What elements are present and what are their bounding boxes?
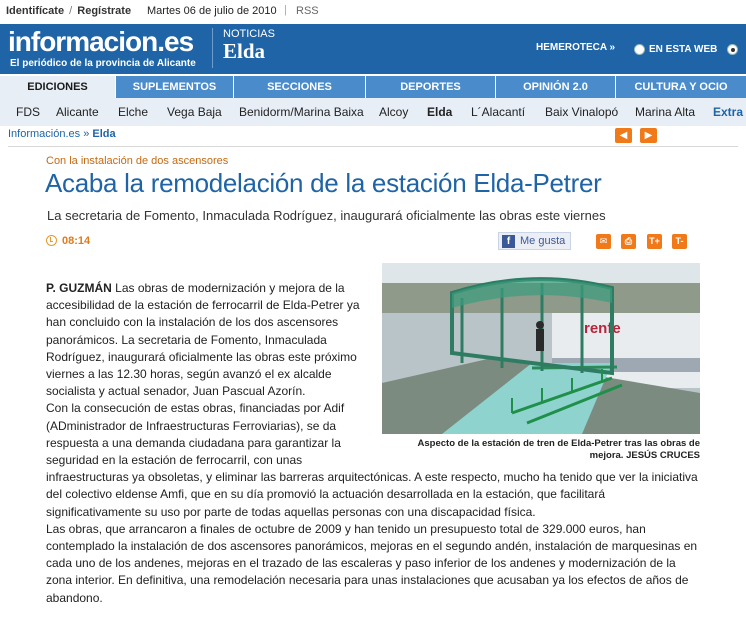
renfe-train-logo: renfe (584, 320, 621, 337)
hemeroteca-link[interactable]: HEMEROTECA » (536, 42, 616, 53)
paragraph-1-text: Las obras de modernización y mejora de la accesibilidad de la estación de ferrocarril de Elda-Petrer ya han concluido con la instalación de los dos ascensores panorámicos. La secretaria de Fomento, Inmaculada Rodríguez, inaugurará oficialmente las obras este próximo viernes a las 12.30 horas, según avanzó el ex alcalde socialista y actual senador, Juan Pascual Azorín. (46, 281, 360, 399)
rss-link[interactable]: RSS (296, 5, 319, 17)
photo-spacer (370, 280, 700, 465)
top-strip (0, 0, 746, 24)
article-meta-row (46, 232, 691, 252)
font-increase-button[interactable]: T+ (647, 234, 662, 249)
font-decrease-button[interactable]: T- (672, 234, 687, 249)
article-body (46, 280, 700, 607)
site-tagline: El periódico de la provincia de Alicante (10, 58, 196, 69)
photo-caption-text: Aspecto de la estación de tren de Elda-Petrer tras las obras de mejora. (417, 438, 700, 461)
facebook-icon: f (502, 235, 515, 248)
site-logo[interactable]: informacion.es (8, 26, 194, 57)
subnav-item-extra[interactable]: Extra (713, 105, 744, 119)
breadcrumb-home[interactable]: Información.es (8, 128, 81, 140)
paragraph-3: Las obras, que arrancaron a finales de octubre de 2009 y han tenido un presupuesto total de 329.000 euros, han contemplado la instalación de dos ascensores panorámicos, mejoras en el segundo andén, instalación de marquesinas en cada uno de los andenes, mejoras en el trazado de las escaleras y paso inferior de los andenes y modernización de la zona interior. En definitiva, una remodelación necesaria para unas instalaciones que acusaban ya los efectos de años de abandono. (46, 521, 698, 605)
search-scope-radio[interactable] (634, 44, 645, 55)
site-header (0, 24, 746, 74)
article-author: P. GUZMÁN (46, 281, 112, 295)
article-kicker: Con la instalación de dos ascensores (46, 155, 229, 167)
subnav-item-baix-vinalopo[interactable]: Baix Vinalopó (545, 105, 619, 119)
section-label: NOTICIAS (223, 28, 275, 40)
article-time: 08:14 (62, 235, 91, 247)
subnav-item-benidorm[interactable]: Benidorm/Marina Baixa (239, 105, 364, 119)
section-city: Elda (223, 39, 266, 63)
breadcrumb-separator: » (83, 128, 90, 140)
article-headline: Acaba la remodelación de la estación Elda-Petrer (45, 168, 602, 198)
topbar-divider: | (284, 4, 287, 16)
tab-deportes[interactable]: DEPORTES (366, 76, 496, 98)
main-nav (0, 76, 746, 98)
next-arrow-icon[interactable]: ▶ (640, 128, 657, 143)
tab-opinion[interactable]: OPINIÓN 2.0 (496, 76, 616, 98)
print-icon[interactable]: ⎙ (621, 234, 636, 249)
breadcrumb (8, 128, 116, 140)
clock-icon (46, 235, 57, 246)
tab-ediciones[interactable]: EDICIONES (0, 76, 116, 98)
login-links (6, 5, 131, 17)
subnav-item-alicante[interactable]: Alicante (56, 105, 99, 119)
subnav-item-marina-alta[interactable]: Marina Alta (635, 105, 696, 119)
previous-arrow-icon[interactable]: ◀ (615, 128, 632, 143)
paragraph-2: Con la consecución de estas obras, financiadas por Adif (ADministrador de Infraestructuras Ferroviarias), se da respuesta a una demanda ciudadana para garantizar la seguridad en la estación de ferrocarril, con unas infraestructuras ya obsoletas, y eliminar las barreras arquitectónicas. A este respecto, mucho ha tenido que ver la iniciativa del colectivo eldense Amfi, que en su día promovió la actuación desarrollada en la estación, que facilitará significativamente su uso por parte de todas aquellas personas con una discapacidad física. (46, 401, 698, 519)
photo-credit: JESÚS CRUCES (626, 450, 700, 461)
identify-link[interactable]: Identifícate (6, 5, 65, 17)
email-icon[interactable]: ✉ (596, 234, 611, 249)
subnav-item-elda[interactable]: Elda (427, 105, 453, 119)
subnav-item-alacanti[interactable]: L´Alacantí (471, 105, 526, 119)
breadcrumb-current[interactable]: Elda (92, 128, 116, 140)
tab-suplementos[interactable]: SUPLEMENTOS (116, 76, 234, 98)
subnav-item-fds[interactable]: FDS (16, 105, 40, 119)
edition-subnav (0, 98, 746, 126)
tab-secciones[interactable]: SECCIONES (234, 76, 366, 98)
section-block (212, 28, 275, 68)
breadcrumb-divider (8, 146, 738, 147)
subnav-item-alcoy[interactable]: Alcoy (379, 105, 409, 119)
subnav-item-elche[interactable]: Elche (118, 105, 149, 119)
tab-cultura-ocio[interactable]: CULTURA Y OCIO (616, 76, 746, 98)
current-date: Martes 06 de julio de 2010 (147, 5, 277, 17)
subnav-item-vega-baja[interactable]: Vega Baja (167, 105, 222, 119)
search-scope-label: EN ESTA WEB (649, 44, 718, 55)
register-link[interactable]: Regístrate (77, 5, 132, 17)
facebook-like-button[interactable] (498, 232, 571, 250)
login-separator: / (69, 5, 73, 17)
search-option-radio[interactable] (727, 44, 738, 55)
article-subheadline: La secretaria de Fomento, Inmaculada Rodríguez, inaugurará oficialmente las obras este viernes (47, 208, 606, 223)
like-label: Me gusta (520, 235, 566, 247)
